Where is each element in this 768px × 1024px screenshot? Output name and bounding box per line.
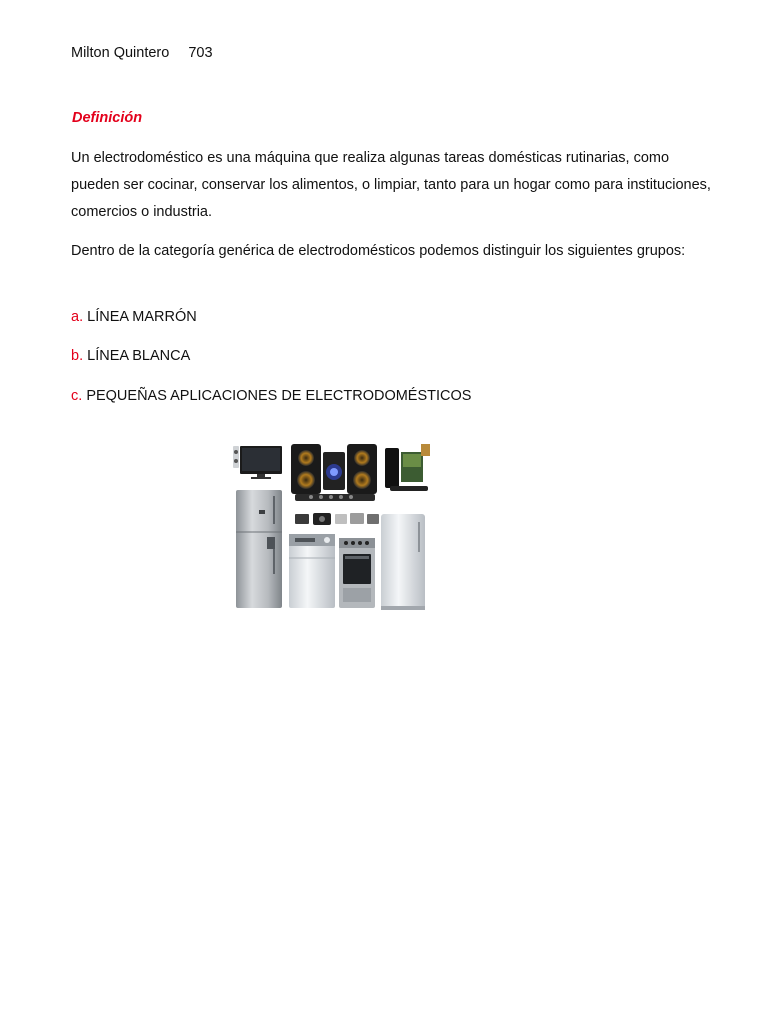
- list-item-label: LÍNEA MARRÓN: [87, 309, 197, 325]
- refrigerator-icon: [236, 490, 282, 608]
- section-heading: Definición: [72, 110, 143, 126]
- document-header: [71, 45, 213, 61]
- groups-intro-paragraph: Dentro de la categoría genérica de electrodomésticos podemos distinguir los siguientes grupos:: [71, 243, 686, 259]
- group-item-brown-line: [71, 309, 197, 325]
- washing-machine-icon: [289, 534, 335, 608]
- list-marker: a.: [71, 309, 84, 325]
- game-console-icon: [385, 444, 430, 491]
- appliances-collage-image: [233, 438, 431, 614]
- tv-icon: [240, 446, 282, 479]
- group-item-white-line: [71, 348, 190, 364]
- small-appliances-icon: [295, 513, 379, 525]
- list-marker: c.: [71, 388, 83, 404]
- author-name: Milton Quintero: [71, 45, 170, 61]
- stereo-system-icon: [291, 444, 377, 501]
- list-item-label: LÍNEA BLANCA: [87, 348, 191, 364]
- speaker-icon: [233, 446, 239, 468]
- list-item-label: PEQUEÑAS APLICACIONES DE ELECTRODOMÉSTICOS: [86, 388, 472, 404]
- stove-icon: [339, 538, 375, 608]
- freezer-icon: [381, 514, 425, 610]
- group-number: 703: [188, 45, 213, 61]
- list-marker: b.: [71, 348, 84, 364]
- group-item-small-appliances: [71, 388, 471, 404]
- definition-paragraph: Un electrodoméstico es una máquina que realiza algunas tareas domésticas rutinarias, como pueden ser cocinar, conservar los alimentos, o limpiar, tanto para un hogar como para instituciones, comercios o industria.: [71, 150, 711, 220]
